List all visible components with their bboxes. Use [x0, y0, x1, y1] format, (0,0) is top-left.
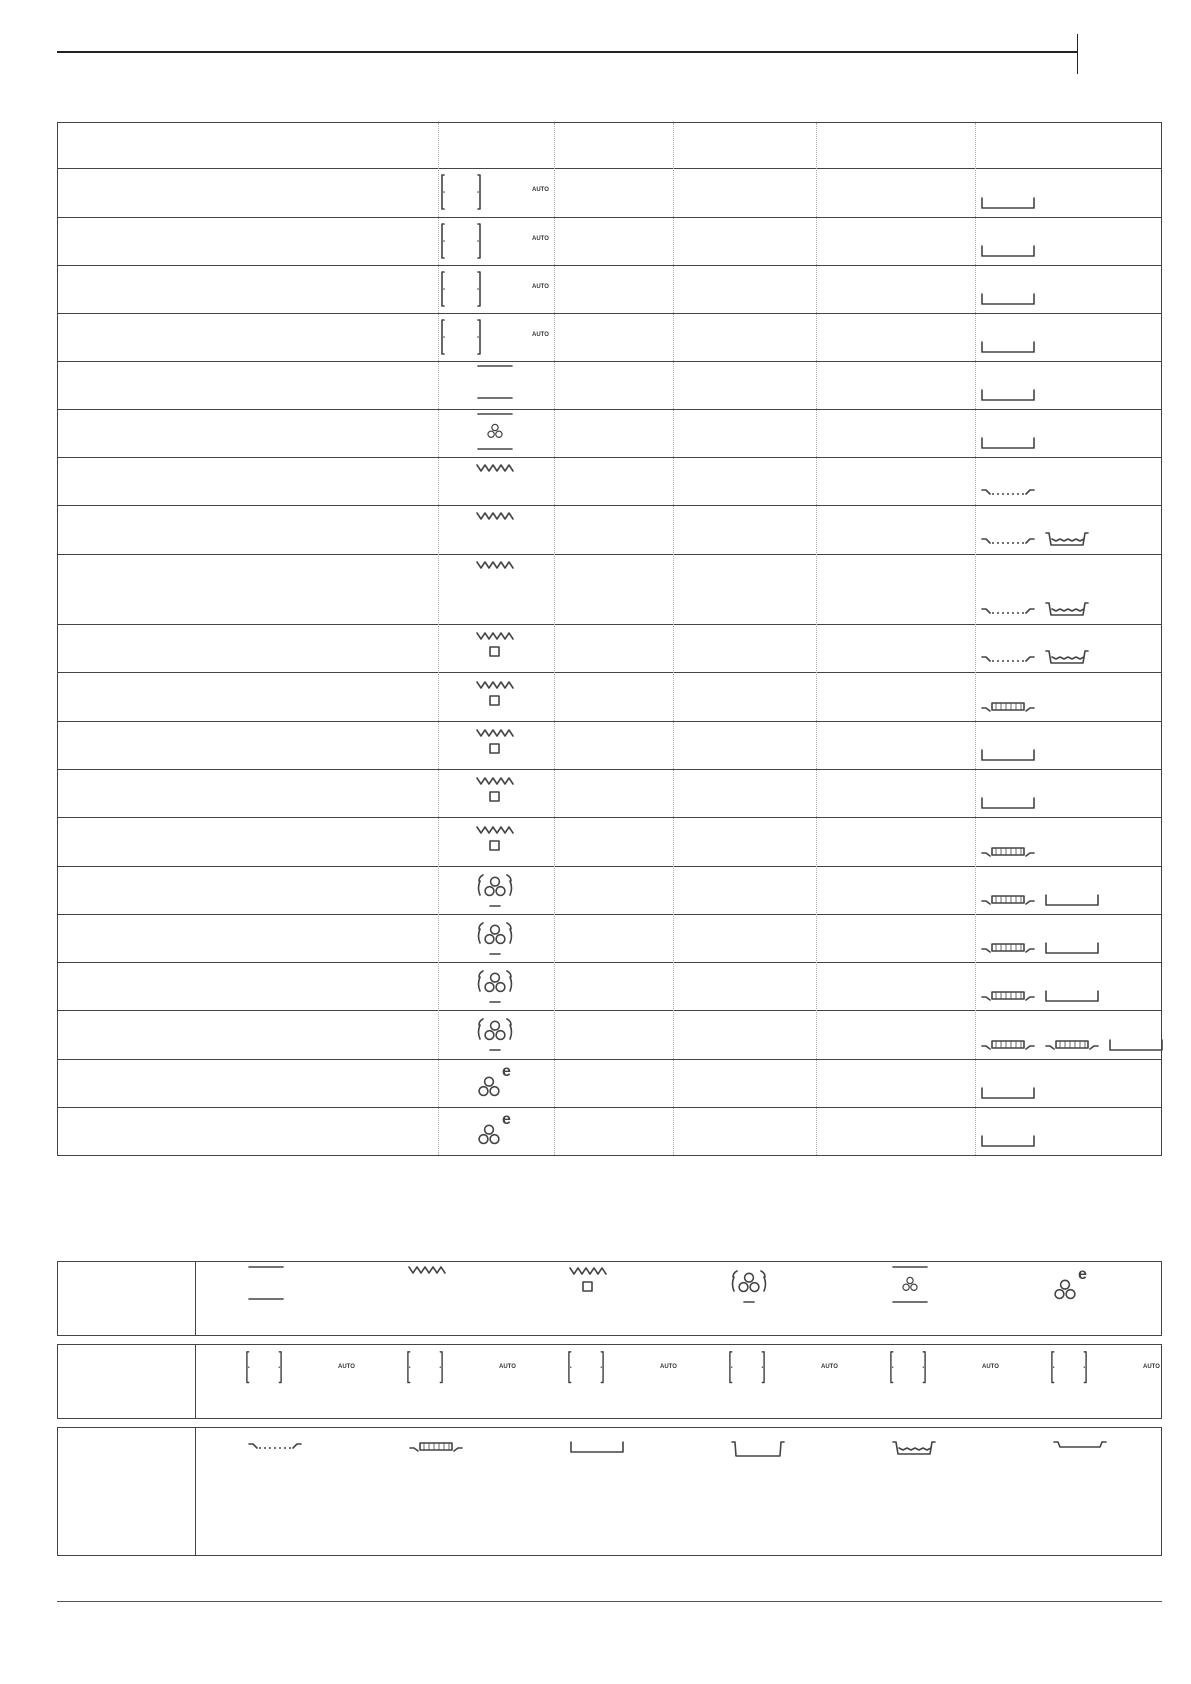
- grill-rack-icon: [1045, 1038, 1099, 1052]
- hot-air-icon: [475, 1013, 515, 1053]
- column-divider: [438, 123, 439, 1155]
- table-row: [58, 505, 1161, 554]
- table-row: [58, 624, 1161, 672]
- drip-pan-icon: [1045, 601, 1089, 617]
- table-row: [58, 866, 1161, 914]
- table-row: [58, 1107, 1161, 1155]
- baking-tray-icon: [981, 340, 1035, 354]
- auto-label: AUTO: [532, 187, 549, 193]
- shelf-level-icon: [1051, 1351, 1087, 1383]
- column-divider: [554, 123, 555, 1155]
- table-row: [58, 817, 1161, 866]
- table-row: [58, 457, 1161, 505]
- eco-fan-icon: [475, 1062, 515, 1102]
- wire-rack-icon: [981, 486, 1035, 498]
- table-row: [58, 672, 1161, 721]
- table-row: [58, 409, 1161, 457]
- deep-tray-icon: [731, 1440, 785, 1458]
- grill-small-icon: [475, 824, 515, 854]
- grill-small-icon: [475, 679, 515, 709]
- shelf-level-icon: [568, 1351, 604, 1383]
- column-header: [58, 123, 438, 168]
- table-row: [58, 168, 1161, 217]
- shelf-level-icon: [441, 223, 481, 259]
- hot-air-icon: [729, 1265, 769, 1305]
- shelf-level-icon: [441, 271, 481, 307]
- baking-tray-icon: [981, 1134, 1035, 1148]
- header-rule: [57, 51, 1077, 53]
- table-row: [58, 769, 1161, 817]
- baking-tray-icon: [1045, 941, 1099, 955]
- grill-icon: [407, 1264, 447, 1276]
- shelf-level-icon: [407, 1351, 443, 1383]
- column-header: [673, 123, 816, 168]
- wire-rack-icon: [981, 653, 1035, 665]
- legend-levels-label-cell: [58, 1345, 196, 1418]
- grill-rack-icon: [981, 941, 1035, 955]
- fan-top-bottom-heat-icon: [890, 1265, 930, 1305]
- grill-small-icon: [475, 727, 515, 757]
- table-row: [58, 217, 1161, 265]
- svg-text:e: e: [502, 1111, 511, 1128]
- grill-small-icon: [568, 1265, 608, 1295]
- baking-tray-icon: [1045, 989, 1099, 1003]
- table-row: [58, 313, 1161, 361]
- baking-tray-icon: [981, 292, 1035, 306]
- baking-tray-icon: [981, 244, 1035, 258]
- grill-rack-icon: [981, 700, 1035, 714]
- footer-rule: [57, 1601, 1162, 1602]
- baking-tray-icon: [1045, 893, 1099, 907]
- table-row: [58, 554, 1161, 624]
- table-row: [58, 962, 1161, 1010]
- table-row: [58, 1059, 1161, 1107]
- svg-text:e: e: [1078, 1266, 1087, 1283]
- auto-label: AUTO: [499, 1364, 516, 1370]
- top-bottom-heat-icon: [475, 364, 515, 400]
- table-row: [58, 914, 1161, 962]
- grill-small-icon: [475, 775, 515, 805]
- grill-icon: [475, 462, 515, 474]
- table-header-row: [58, 123, 1161, 168]
- legend-levels-box: [57, 1344, 1162, 1419]
- grill-rack-icon: [981, 845, 1035, 859]
- auto-label: AUTO: [532, 284, 549, 290]
- legend-accessories-label-cell: [58, 1428, 196, 1555]
- shelf-level-icon: [441, 174, 481, 210]
- column-header: [554, 123, 673, 168]
- grill-rack-icon: [409, 1440, 463, 1454]
- top-bottom-heat-icon: [246, 1265, 286, 1301]
- column-header: [438, 123, 554, 168]
- cooking-table: [57, 122, 1162, 1156]
- shelf-level-icon: [246, 1351, 282, 1383]
- drip-pan-icon: [1045, 531, 1089, 547]
- grill-icon: [475, 510, 515, 522]
- auto-label: AUTO: [660, 1364, 677, 1370]
- shelf-level-icon: [441, 319, 481, 355]
- eco-fan-icon: [1051, 1265, 1091, 1305]
- hot-air-icon: [475, 869, 515, 909]
- baking-tray-icon: [570, 1440, 624, 1454]
- table-row: [58, 1010, 1161, 1059]
- grill-rack-icon: [981, 989, 1035, 1003]
- table-row: [58, 265, 1161, 313]
- shelf-level-icon: [729, 1351, 765, 1383]
- wire-rack-icon: [981, 535, 1035, 547]
- auto-label: AUTO: [338, 1364, 355, 1370]
- svg-text:e: e: [502, 1063, 511, 1080]
- legend-functions-box: [57, 1261, 1162, 1336]
- drip-pan-icon: [1045, 649, 1089, 665]
- table-row: [58, 721, 1161, 769]
- column-divider: [673, 123, 674, 1155]
- grill-rack-icon: [981, 1038, 1035, 1052]
- auto-label: AUTO: [532, 332, 549, 338]
- wire-rack-icon: [248, 1440, 302, 1452]
- hot-air-icon: [475, 965, 515, 1005]
- baking-tray-icon: [981, 436, 1035, 450]
- auto-label: AUTO: [1143, 1364, 1160, 1370]
- grill-icon: [475, 559, 515, 571]
- baking-tray-icon: [981, 388, 1035, 402]
- legend-accessories-box: [57, 1427, 1162, 1556]
- auto-label: AUTO: [982, 1364, 999, 1370]
- auto-label: AUTO: [532, 236, 549, 242]
- header-rule-tick: [1077, 34, 1078, 74]
- column-divider: [816, 123, 817, 1155]
- drip-pan-icon: [892, 1440, 936, 1456]
- fan-top-bottom-heat-icon: [475, 412, 515, 452]
- legend-functions-label-cell: [58, 1262, 196, 1335]
- column-header: [975, 123, 1161, 168]
- hot-air-icon: [475, 917, 515, 957]
- shelf-level-icon: [890, 1351, 926, 1383]
- baking-tray-icon: [981, 196, 1035, 210]
- column-header: [816, 123, 975, 168]
- table-row: [58, 361, 1161, 409]
- baking-tray-icon: [1109, 1038, 1163, 1052]
- eco-fan-icon: [475, 1110, 515, 1150]
- baking-tray-icon: [981, 796, 1035, 810]
- baking-tray-icon: [981, 748, 1035, 762]
- column-divider: [975, 123, 976, 1155]
- wire-rack-icon: [981, 605, 1035, 617]
- grill-small-icon: [475, 630, 515, 660]
- baking-tray-icon: [981, 1086, 1035, 1100]
- auto-label: AUTO: [821, 1364, 838, 1370]
- flat-tray-icon: [1053, 1440, 1107, 1450]
- grill-rack-icon: [981, 893, 1035, 907]
